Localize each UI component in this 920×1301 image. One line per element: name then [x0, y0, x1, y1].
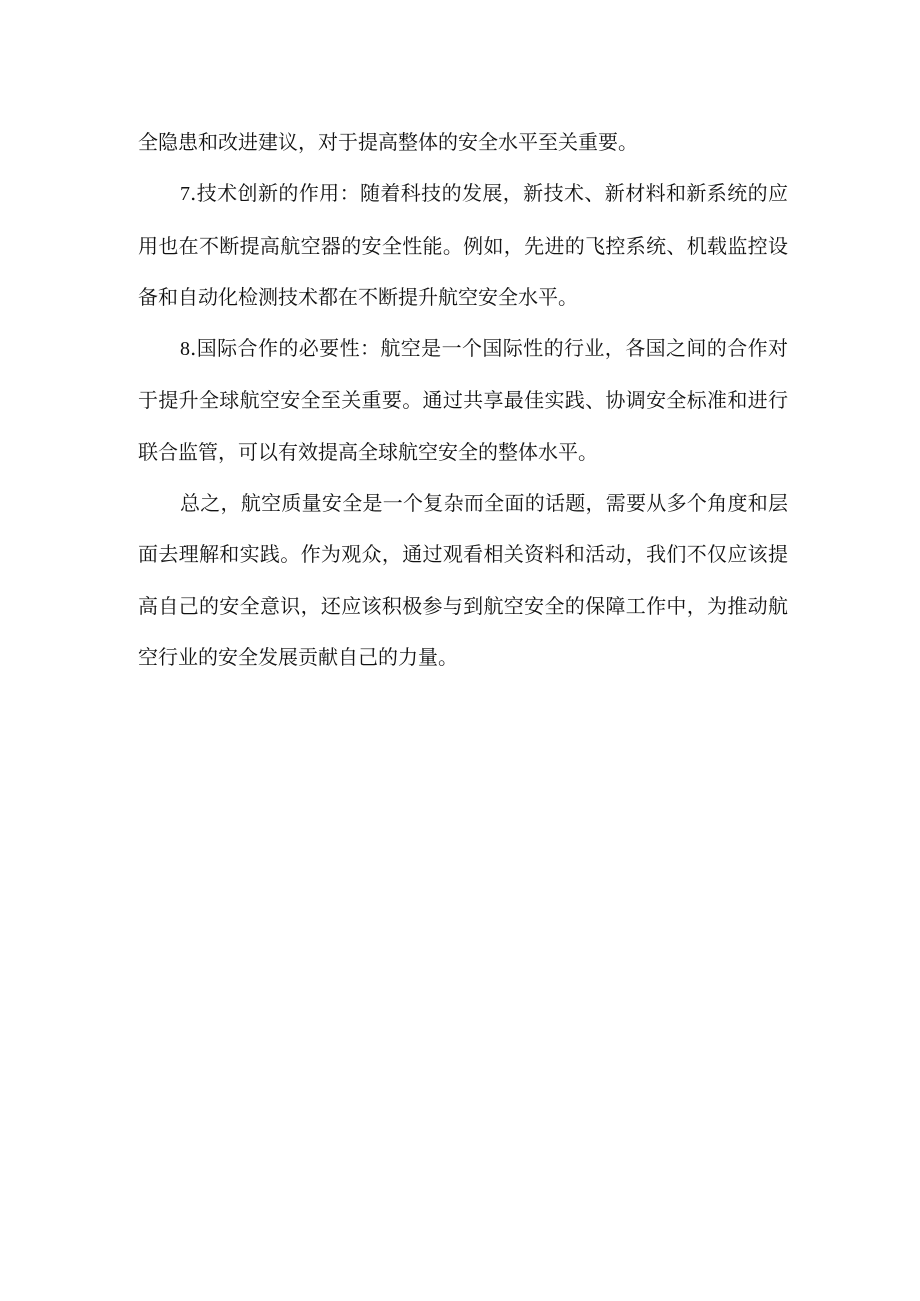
paragraph-summary — [138, 478, 788, 683]
paragraph-text: .技术创新的作用：随着科技的发展，新技术、新材料和新系统的应用也在不断提高航空器的安全性能。例如，先进的飞控系统、机载监控设备和自动化检测技术都在不断提升航空安全水平。 — [138, 181, 788, 309]
paragraph-item-7 — [138, 168, 788, 323]
paragraph-item-8 — [138, 323, 788, 478]
list-number: 8 — [180, 338, 190, 361]
paragraph-text: 总之，航空质量安全是一个复杂而全面的话题，需要从多个角度和层面去理解和实践。作为观众，通过观看相关资料和活动，我们不仅应该提高自己的安全意识，还应该积极参与到航空安全的保障工作中，为推动航空行业的安全发展贡献自己的力量。 — [138, 491, 788, 669]
paragraph-continuation — [138, 117, 788, 168]
list-number: 7 — [180, 183, 190, 206]
document-body — [138, 117, 788, 683]
paragraph-text: 全隐患和改进建议，对于提高整体的安全水平至关重要。 — [138, 130, 638, 154]
paragraph-text: .国际合作的必要性：航空是一个国际性的行业，各国之间的合作对于提升全球航空安全至关重要。通过共享最佳实践、协调安全标准和进行联合监管，可以有效提高全球航空安全的整体水平。 — [138, 336, 788, 464]
